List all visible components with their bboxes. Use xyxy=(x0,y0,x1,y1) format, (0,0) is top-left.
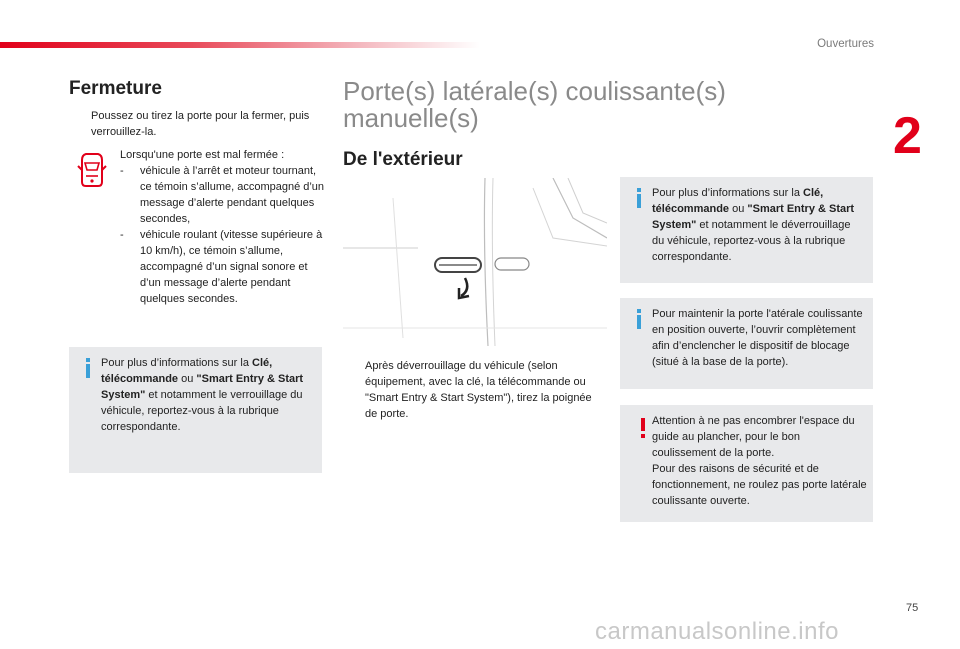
info-box-key-remote-unlocking: Pour plus d’informations sur la Clé, télécommande ou "Smart Entry & Start System" et notamment le déverrouillage du véhicule, reportez-vous à la rubrique correspondante. xyxy=(620,177,873,283)
door-warning-description xyxy=(120,147,325,307)
watermark: carmanualsonline.info xyxy=(595,618,839,645)
warning-intro: Lorsqu'une porte est mal fermée : xyxy=(120,149,285,161)
header-accent-bar xyxy=(0,42,480,48)
bullet-instruction-close xyxy=(69,108,314,140)
warning-box-sliding-door: Attention à ne pas encombrer l'espace du guide au plancher, pour le bon coulissement de la porte. Pour des raisons de sécurité et de fonctionnement, ne roulez pas porte latérale coulissante ouverte. xyxy=(620,405,873,522)
info-icon xyxy=(83,357,103,379)
info-box-key-remote-locking: Pour plus d’informations sur la Clé, télécommande ou "Smart Entry & Start System" et notamment le verrouillage du véhicule, reportez-vous à la rubrique correspondante. xyxy=(69,347,322,473)
info-icon xyxy=(634,308,654,330)
door-open-warning-lamp-icon xyxy=(77,150,107,190)
page-title: Porte(s) latérale(s) coulissante(s) manuelle(s) xyxy=(343,76,726,133)
subheading-exterieur: De l'extérieur xyxy=(343,149,463,170)
info-icon xyxy=(634,187,654,209)
warning-exclamation-icon xyxy=(634,417,654,439)
warning-item: - véhicule à l’arrêt et moteur tournant, ce témoin s’allume, accompagné d’un message d’alerte pendant quelques secondes, xyxy=(120,165,325,225)
bullet-text: Poussez ou tirez la porte pour la fermer, puis verrouillez-la. xyxy=(91,110,310,138)
chapter-number: 2 xyxy=(893,107,922,165)
bullet-marker xyxy=(69,108,91,140)
page-number: 75 xyxy=(906,602,919,614)
section-title: Ouvertures xyxy=(817,38,874,50)
heading-fermeture: Fermeture xyxy=(69,78,162,99)
warning-item: - véhicule roulant (vitesse supérieure à 10 km/h), ce témoin s’allume, accompagné d’un signal sonore et d’un message d’alerte pendant quelques secondes. xyxy=(120,229,323,305)
bullet-text: Après déverrouillage du véhicule (selon équipement, avec la clé, la télécommande ou "Smart Entry & Start System"), tirez la poignée de porte. xyxy=(365,360,592,420)
bullet-marker xyxy=(343,358,365,422)
info-box-door-hold-open: Pour maintenir la porte l'atérale coulissante en position ouverte, l’ouvrir complètement afin d’enclencher le dispositif de blocage (situé à la base de la porte). xyxy=(620,298,873,389)
bullet-instruction-open xyxy=(343,358,593,422)
sliding-door-handle-illustration xyxy=(343,178,607,346)
